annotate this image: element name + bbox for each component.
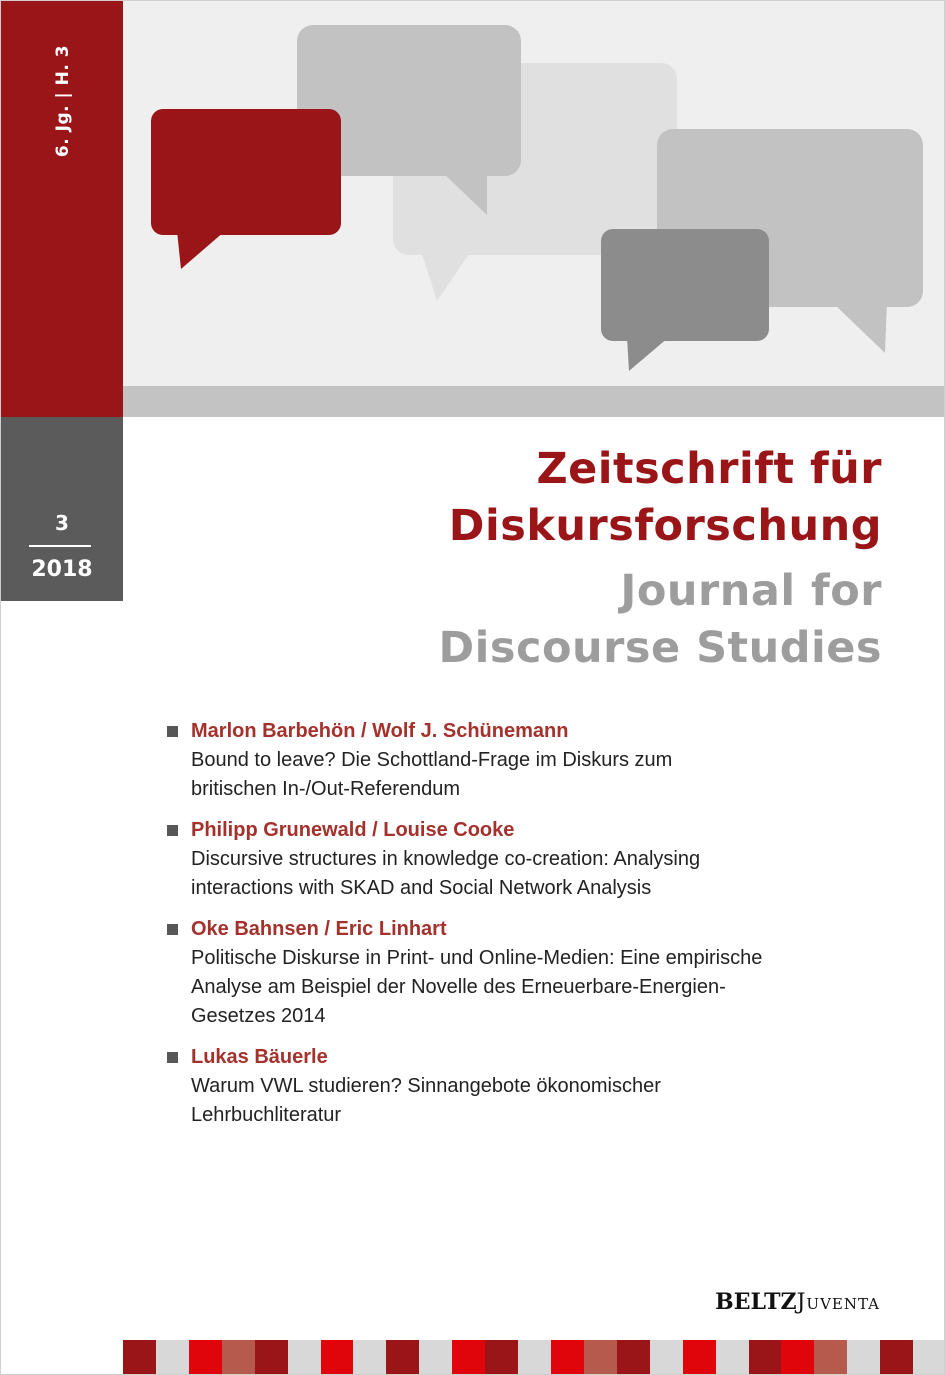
stripe-segment <box>123 1340 156 1375</box>
stripe-segment <box>551 1340 584 1375</box>
stripe-segment <box>814 1340 847 1375</box>
stripe-segment <box>288 1340 321 1375</box>
toc-title-line: Bound to leave? Die Schottland-Frage im Diskurs zum <box>191 749 673 771</box>
decorative-color-stripe <box>123 1340 945 1375</box>
bullet-square-icon <box>167 726 178 737</box>
toc-title-line: Analyse am Beispiel der Novelle des Erneuerbare-Energien- <box>191 976 726 998</box>
issue-number: 3 <box>55 511 69 535</box>
stripe-segment <box>650 1340 683 1375</box>
stripe-segment <box>781 1340 814 1375</box>
toc-title-line: Lehrbuchliteratur <box>191 1104 342 1126</box>
stripe-segment <box>353 1340 386 1375</box>
journal-title <box>438 441 882 677</box>
stripe-segment <box>222 1340 255 1375</box>
stripe-segment <box>518 1340 551 1375</box>
issue-box <box>1 417 123 601</box>
title-english-line2: Discourse Studies <box>438 623 882 673</box>
bullet-square-icon <box>167 825 178 836</box>
toc-entry <box>167 717 867 804</box>
stripe-segment <box>386 1340 419 1375</box>
red-spine <box>1 1 123 417</box>
stripe-segment <box>255 1340 288 1375</box>
toc-authors: Oke Bahnsen / Eric Linhart <box>191 918 447 940</box>
stripe-segment <box>189 1340 222 1375</box>
issue-year: 2018 <box>31 557 93 582</box>
stripe-segment <box>749 1340 782 1375</box>
toc-title-line: Warum VWL studieren? Sinnangebote ökonomischer <box>191 1075 661 1097</box>
stripe-segment <box>716 1340 749 1375</box>
toc-entry <box>167 915 867 1031</box>
stripe-segment <box>156 1340 189 1375</box>
toc-title-line: britischen In-/Out-Referendum <box>191 778 461 800</box>
stripe-segment <box>419 1340 452 1375</box>
toc-entry <box>167 1043 867 1130</box>
stripe-segment <box>683 1340 716 1375</box>
bullet-square-icon <box>167 924 178 935</box>
toc-entry <box>167 816 867 903</box>
toc-authors: Lukas Bäuerle <box>191 1046 328 1068</box>
toc-title-line: Gesetzes 2014 <box>191 1005 326 1027</box>
publisher-name-juventa: Juventa <box>796 1290 880 1315</box>
publisher-name-beltz: BELTZ <box>715 1289 797 1315</box>
stripe-segment <box>847 1340 880 1375</box>
speech-bubbles-illustration <box>1 1 945 386</box>
toc-title-line: Politische Diskurse in Print- und Online-Medien: Eine empirische <box>191 947 763 969</box>
stripe-segment <box>485 1340 518 1375</box>
stripe-segment <box>321 1340 354 1375</box>
stripe-segment <box>584 1340 617 1375</box>
speech-bubble-red-icon <box>151 109 341 269</box>
toc-authors: Marlon Barbehön / Wolf J. Schünemann <box>191 720 569 742</box>
title-german-line2: Diskursforschung <box>448 501 882 551</box>
table-of-contents <box>167 717 867 1142</box>
toc-title-line: interactions with SKAD and Social Network Analysis <box>191 877 652 899</box>
title-german-line1: Zeitschrift für <box>536 444 882 494</box>
volume-issue-label: 6. Jg. | H. 3 <box>53 44 73 158</box>
stripe-segment <box>452 1340 485 1375</box>
grey-divider-band <box>123 386 945 417</box>
issue-divider <box>29 545 91 547</box>
speech-bubble-dark-icon <box>601 229 769 371</box>
stripe-segment <box>880 1340 913 1375</box>
publisher-logo <box>715 1289 880 1315</box>
title-english-line1: Journal for <box>620 566 882 616</box>
stripe-segment <box>913 1340 945 1375</box>
stripe-segment <box>617 1340 650 1375</box>
toc-authors: Philipp Grunewald / Louise Cooke <box>191 819 515 841</box>
toc-title-line: Discursive structures in knowledge co-creation: Analysing <box>191 848 701 870</box>
bullet-square-icon <box>167 1052 178 1063</box>
